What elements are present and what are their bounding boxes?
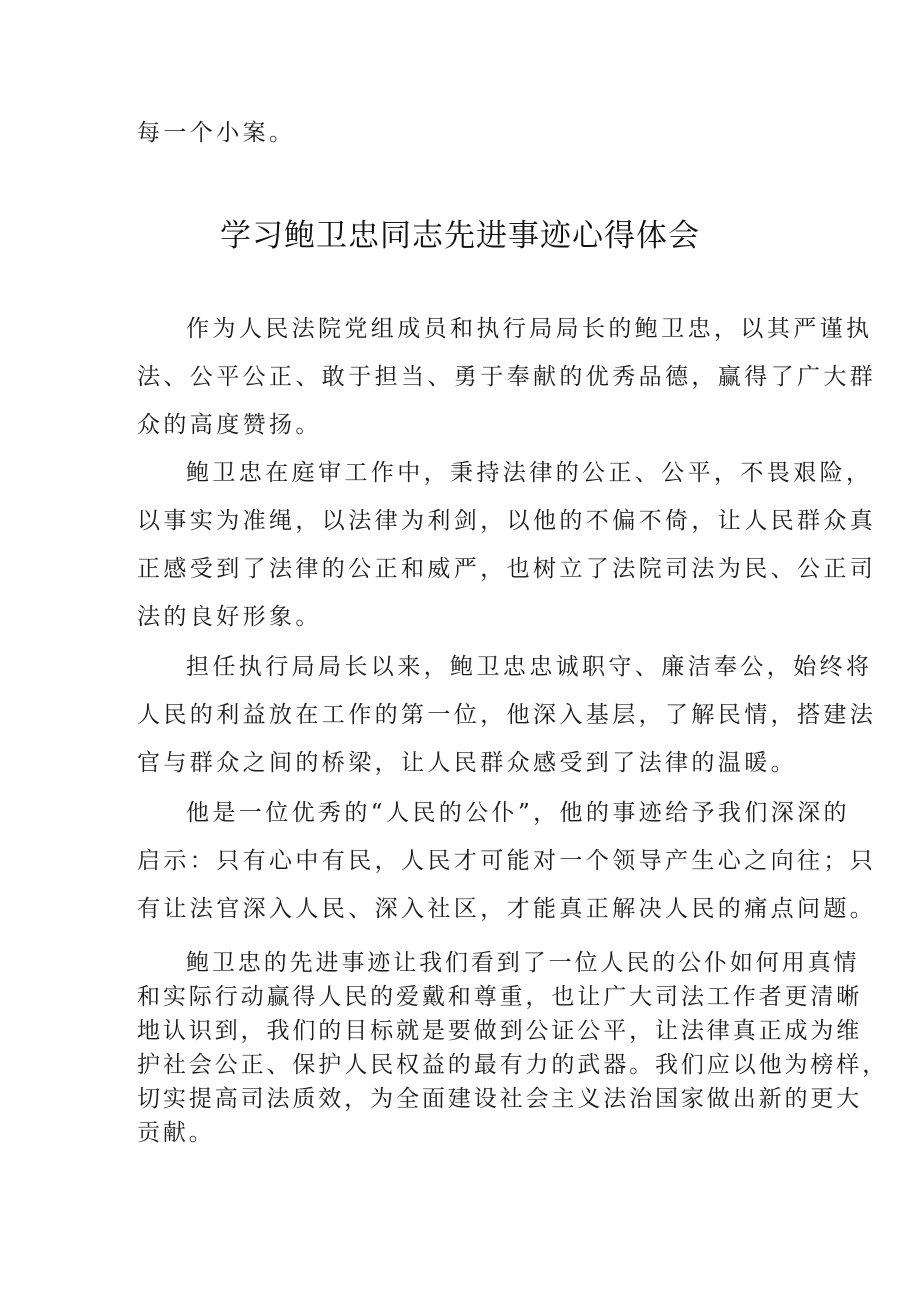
paragraph-line: 有让法官深入人民、深入社区，才能真正解决人民的痛点问题。 <box>137 896 877 922</box>
paragraph-line: 担任执行局局长以来，鲍卫忠忠诚职守、廉洁奉公，始终将 <box>186 654 873 680</box>
paragraph-line: 启示：只有心中有民，人民才可能对一个领导产生心之向往；只 <box>137 848 877 874</box>
paragraph-line: 法的良好形象。 <box>137 604 322 630</box>
paragraph-line: 切实提高司法质效，为全面建设社会主义法治国家做出新的更大 <box>137 1086 863 1112</box>
paragraph-line: 他是一位优秀的“人民的公仆”，他的事迹给予我们深深的 <box>186 800 850 826</box>
carryover-line: 每一个小案。 <box>137 120 296 146</box>
paragraph-line: 正感受到了法律的公正和威严，也树立了法院司法为民、公正司 <box>137 556 877 582</box>
paragraph-line: 地认识到，我们的目标就是要做到公证公平，让法律真正成为维 <box>137 1018 863 1044</box>
paragraph-line: 以事实为准绳，以法律为利剑，以他的不偏不倚，让人民群众真 <box>137 508 877 534</box>
document-title: 学习鲍卫忠同志先进事迹心得体会 <box>220 218 700 254</box>
paragraph-line: 人民的利益放在工作的第一位，他深入基层，了解民情，搭建法 <box>137 702 877 728</box>
paragraph-line: 贡献。 <box>137 1120 215 1146</box>
paragraph-line: 法、公平公正、敢于担当、勇于奉献的优秀品德，赢得了广大群 <box>137 364 877 390</box>
paragraph-line: 和实际行动赢得人民的爱戴和尊重，也让广大司法工作者更清晰 <box>137 984 863 1010</box>
paragraph-line: 众的高度赞扬。 <box>137 412 322 438</box>
paragraph-line: 护社会公正、保护人民权益的最有力的武器。我们应以他为榜样， <box>137 1052 889 1078</box>
paragraph-line: 鲍卫忠在庭审工作中，秉持法律的公正、公平，不畏艰险， <box>186 460 873 486</box>
paragraph-line: 官与群众之间的桥梁，让人民群众感受到了法律的温暖。 <box>137 750 797 776</box>
paragraph-line: 作为人民法院党组成员和执行局局长的鲍卫忠，以其严谨执 <box>186 316 873 342</box>
paragraph-line: 鲍卫忠的先进事迹让我们看到了一位人民的公仆如何用真情 <box>186 950 860 976</box>
